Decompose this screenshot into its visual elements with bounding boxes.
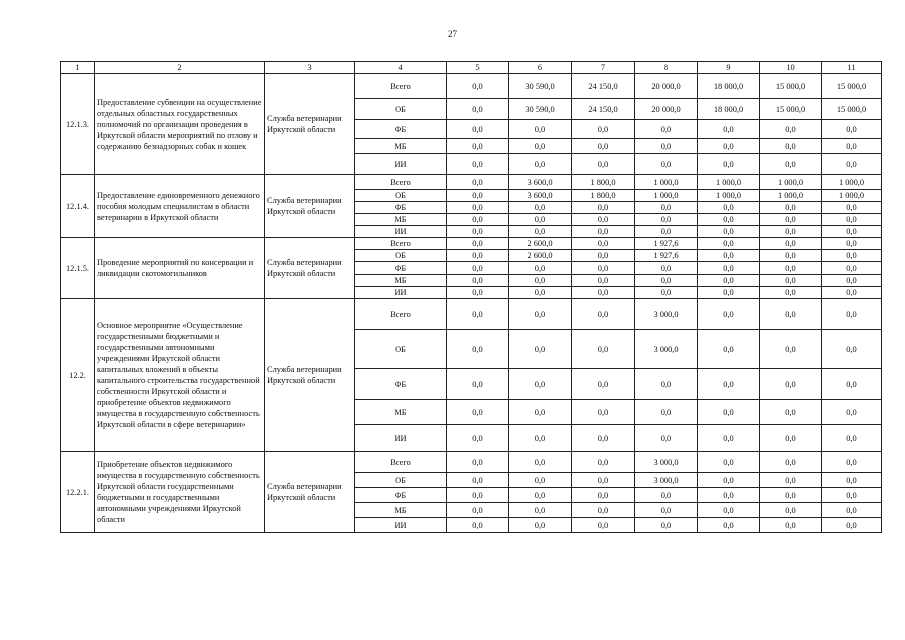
column-header: 8 (635, 62, 698, 74)
amount-cell: 0,0 (698, 250, 760, 262)
funding-source: Всего (355, 452, 447, 473)
amount-cell: 0,0 (698, 226, 760, 238)
amount-cell: 0,0 (635, 369, 698, 400)
amount-cell: 0,0 (447, 488, 509, 503)
amount-cell: 0,0 (447, 99, 509, 120)
amount-cell: 0,0 (509, 503, 572, 518)
amount-cell: 30 590,0 (509, 99, 572, 120)
table-row (61, 175, 882, 190)
amount-cell: 0,0 (822, 287, 882, 299)
amount-cell: 0,0 (447, 275, 509, 287)
amount-cell: 0,0 (572, 287, 635, 299)
amount-cell: 0,0 (635, 275, 698, 287)
amount-cell: 1 000,0 (635, 175, 698, 190)
amount-cell: 1 800,0 (572, 190, 635, 202)
column-header: 4 (355, 62, 447, 74)
item-name: Приобретение объектов недвижимого имущества в государственную собственность Иркутской области государственными бюджетными и государственными автономными учреждениями Иркутской области (95, 452, 265, 533)
amount-cell: 0,0 (572, 139, 635, 154)
amount-cell: 15 000,0 (822, 74, 882, 99)
amount-cell: 0,0 (447, 400, 509, 425)
amount-cell: 0,0 (698, 202, 760, 214)
amount-cell: 1 927,6 (635, 250, 698, 262)
column-header: 2 (95, 62, 265, 74)
funding-source: ОБ (355, 330, 447, 369)
amount-cell: 0,0 (822, 202, 882, 214)
amount-cell: 0,0 (509, 287, 572, 299)
funding-source: ФБ (355, 202, 447, 214)
column-header: 3 (265, 62, 355, 74)
table-row (61, 238, 882, 250)
amount-cell: 3 600,0 (509, 190, 572, 202)
column-header: 10 (760, 62, 822, 74)
amount-cell: 0,0 (760, 473, 822, 488)
amount-cell: 0,0 (572, 238, 635, 250)
amount-cell: 0,0 (509, 452, 572, 473)
funding-source: МБ (355, 214, 447, 226)
amount-cell: 0,0 (572, 518, 635, 533)
amount-cell: 0,0 (822, 473, 882, 488)
amount-cell: 1 000,0 (698, 175, 760, 190)
item-executor: Служба ветеринарии Иркутской области (265, 175, 355, 238)
amount-cell: 0,0 (698, 275, 760, 287)
amount-cell: 0,0 (760, 425, 822, 452)
amount-cell: 0,0 (572, 473, 635, 488)
amount-cell: 0,0 (822, 518, 882, 533)
amount-cell: 24 150,0 (572, 99, 635, 120)
amount-cell: 0,0 (760, 262, 822, 275)
funding-source: ФБ (355, 262, 447, 275)
amount-cell: 0,0 (572, 425, 635, 452)
amount-cell: 1 000,0 (822, 190, 882, 202)
amount-cell: 0,0 (447, 299, 509, 330)
amount-cell: 0,0 (509, 518, 572, 533)
amount-cell: 2 600,0 (509, 238, 572, 250)
amount-cell: 0,0 (447, 503, 509, 518)
amount-cell: 0,0 (635, 400, 698, 425)
item-code: 12.2.1. (61, 452, 95, 533)
amount-cell: 0,0 (698, 473, 760, 488)
funding-source: Всего (355, 74, 447, 99)
amount-cell: 0,0 (509, 488, 572, 503)
funding-source: Всего (355, 175, 447, 190)
amount-cell: 0,0 (760, 154, 822, 175)
funding-source: ФБ (355, 120, 447, 139)
funding-source: ОБ (355, 190, 447, 202)
amount-cell: 0,0 (572, 503, 635, 518)
amount-cell: 0,0 (698, 425, 760, 452)
amount-cell: 0,0 (698, 518, 760, 533)
amount-cell: 0,0 (698, 503, 760, 518)
amount-cell: 0,0 (447, 330, 509, 369)
amount-cell: 0,0 (572, 262, 635, 275)
amount-cell: 0,0 (760, 275, 822, 287)
amount-cell: 0,0 (822, 262, 882, 275)
amount-cell: 3 000,0 (635, 452, 698, 473)
amount-cell: 0,0 (447, 250, 509, 262)
funding-source: ФБ (355, 369, 447, 400)
page-number: 27 (448, 29, 457, 39)
amount-cell: 0,0 (822, 369, 882, 400)
amount-cell: 0,0 (447, 202, 509, 214)
item-name: Предоставление субвенции на осуществление отдельных областных государственных полномочий по организации проведения в Иркутской области мероприятий по отлову и содержанию безнадзорных собак и кошек (95, 74, 265, 175)
funding-source: Всего (355, 299, 447, 330)
item-name: Предоставление единовременного денежного пособия молодым специалистам в области ветеринарии в Иркутской области (95, 175, 265, 238)
amount-cell: 0,0 (698, 154, 760, 175)
amount-cell: 0,0 (509, 262, 572, 275)
amount-cell: 0,0 (760, 518, 822, 533)
amount-cell: 3 000,0 (635, 330, 698, 369)
amount-cell: 15 000,0 (760, 99, 822, 120)
amount-cell: 0,0 (447, 518, 509, 533)
amount-cell: 0,0 (698, 287, 760, 299)
amount-cell: 0,0 (635, 214, 698, 226)
amount-cell: 0,0 (447, 287, 509, 299)
funding-source: ИИ (355, 226, 447, 238)
amount-cell: 0,0 (447, 120, 509, 139)
amount-cell: 0,0 (635, 503, 698, 518)
amount-cell: 0,0 (572, 250, 635, 262)
amount-cell: 0,0 (509, 330, 572, 369)
header-row (61, 62, 882, 74)
amount-cell: 0,0 (760, 287, 822, 299)
amount-cell: 0,0 (822, 120, 882, 139)
amount-cell: 0,0 (698, 452, 760, 473)
item-executor: Служба ветеринарии Иркутской области (265, 299, 355, 452)
amount-cell: 0,0 (635, 287, 698, 299)
amount-cell: 0,0 (572, 452, 635, 473)
amount-cell: 0,0 (447, 139, 509, 154)
funding-source: ОБ (355, 250, 447, 262)
item-code: 12.1.5. (61, 238, 95, 299)
amount-cell: 0,0 (760, 120, 822, 139)
amount-cell: 0,0 (447, 369, 509, 400)
amount-cell: 0,0 (822, 488, 882, 503)
amount-cell: 0,0 (509, 139, 572, 154)
column-header: 6 (509, 62, 572, 74)
funding-source: ФБ (355, 488, 447, 503)
amount-cell: 0,0 (447, 452, 509, 473)
amount-cell: 0,0 (760, 503, 822, 518)
amount-cell: 2 600,0 (509, 250, 572, 262)
amount-cell: 0,0 (572, 299, 635, 330)
amount-cell: 0,0 (698, 369, 760, 400)
item-code: 12.2. (61, 299, 95, 452)
amount-cell: 0,0 (822, 238, 882, 250)
funding-source: МБ (355, 275, 447, 287)
funding-source: Всего (355, 238, 447, 250)
amount-cell: 0,0 (822, 139, 882, 154)
amount-cell: 0,0 (447, 154, 509, 175)
amount-cell: 1 000,0 (760, 190, 822, 202)
amount-cell: 0,0 (447, 190, 509, 202)
amount-cell: 0,0 (635, 262, 698, 275)
amount-cell: 1 000,0 (822, 175, 882, 190)
amount-cell: 0,0 (698, 238, 760, 250)
amount-cell: 0,0 (822, 275, 882, 287)
amount-cell: 0,0 (509, 226, 572, 238)
amount-cell: 0,0 (822, 299, 882, 330)
amount-cell: 0,0 (698, 400, 760, 425)
amount-cell: 0,0 (635, 226, 698, 238)
funding-source: МБ (355, 139, 447, 154)
funding-source: ИИ (355, 287, 447, 299)
amount-cell: 0,0 (760, 214, 822, 226)
column-header: 5 (447, 62, 509, 74)
budget-table (60, 61, 882, 533)
amount-cell: 18 000,0 (698, 74, 760, 99)
amount-cell: 1 927,6 (635, 238, 698, 250)
amount-cell: 1 800,0 (572, 175, 635, 190)
funding-source: МБ (355, 400, 447, 425)
amount-cell: 0,0 (509, 299, 572, 330)
amount-cell: 0,0 (447, 473, 509, 488)
amount-cell: 20 000,0 (635, 99, 698, 120)
amount-cell: 0,0 (447, 238, 509, 250)
amount-cell: 15 000,0 (822, 99, 882, 120)
amount-cell: 0,0 (635, 154, 698, 175)
amount-cell: 1 000,0 (635, 190, 698, 202)
amount-cell: 0,0 (698, 139, 760, 154)
amount-cell: 0,0 (760, 400, 822, 425)
item-name: Проведение мероприятий по консервации и ликвидации скотомогильников (95, 238, 265, 299)
amount-cell: 0,0 (760, 299, 822, 330)
amount-cell: 1 000,0 (760, 175, 822, 190)
amount-cell: 24 150,0 (572, 74, 635, 99)
amount-cell: 0,0 (760, 139, 822, 154)
amount-cell: 0,0 (447, 175, 509, 190)
amount-cell: 18 000,0 (698, 99, 760, 120)
amount-cell: 3 000,0 (635, 473, 698, 488)
amount-cell: 0,0 (572, 330, 635, 369)
funding-source: ОБ (355, 473, 447, 488)
amount-cell: 3 000,0 (635, 299, 698, 330)
item-code: 12.1.4. (61, 175, 95, 238)
amount-cell: 3 600,0 (509, 175, 572, 190)
table-row (61, 74, 882, 99)
amount-cell: 0,0 (572, 275, 635, 287)
funding-source: МБ (355, 503, 447, 518)
amount-cell: 0,0 (447, 214, 509, 226)
funding-source: ИИ (355, 425, 447, 452)
amount-cell: 0,0 (760, 488, 822, 503)
amount-cell: 0,0 (509, 214, 572, 226)
amount-cell: 0,0 (572, 202, 635, 214)
table-body (61, 62, 882, 533)
amount-cell: 0,0 (572, 226, 635, 238)
amount-cell: 30 590,0 (509, 74, 572, 99)
amount-cell: 0,0 (822, 400, 882, 425)
item-executor: Служба ветеринарии Иркутской области (265, 238, 355, 299)
amount-cell: 0,0 (572, 214, 635, 226)
funding-source: ИИ (355, 518, 447, 533)
amount-cell: 0,0 (822, 250, 882, 262)
item-executor: Служба ветеринарии Иркутской области (265, 452, 355, 533)
column-header: 7 (572, 62, 635, 74)
amount-cell: 0,0 (760, 226, 822, 238)
amount-cell: 0,0 (635, 518, 698, 533)
funding-source: ИИ (355, 154, 447, 175)
amount-cell: 1 000,0 (698, 190, 760, 202)
amount-cell: 0,0 (698, 214, 760, 226)
amount-cell: 0,0 (572, 488, 635, 503)
amount-cell: 0,0 (760, 238, 822, 250)
amount-cell: 0,0 (698, 330, 760, 369)
amount-cell: 0,0 (698, 299, 760, 330)
amount-cell: 0,0 (447, 226, 509, 238)
item-executor: Служба ветеринарии Иркутской области (265, 74, 355, 175)
amount-cell: 0,0 (822, 226, 882, 238)
amount-cell: 0,0 (760, 452, 822, 473)
amount-cell: 0,0 (635, 202, 698, 214)
amount-cell: 20 000,0 (635, 74, 698, 99)
amount-cell: 0,0 (760, 330, 822, 369)
amount-cell: 0,0 (509, 400, 572, 425)
amount-cell: 0,0 (572, 369, 635, 400)
amount-cell: 0,0 (760, 202, 822, 214)
amount-cell: 0,0 (572, 154, 635, 175)
amount-cell: 0,0 (822, 330, 882, 369)
amount-cell: 0,0 (509, 120, 572, 139)
amount-cell: 0,0 (698, 488, 760, 503)
amount-cell: 0,0 (635, 120, 698, 139)
amount-cell: 0,0 (822, 452, 882, 473)
amount-cell: 0,0 (447, 74, 509, 99)
amount-cell: 0,0 (698, 120, 760, 139)
amount-cell: 0,0 (822, 154, 882, 175)
amount-cell: 0,0 (509, 154, 572, 175)
amount-cell: 0,0 (572, 120, 635, 139)
amount-cell: 15 000,0 (760, 74, 822, 99)
amount-cell: 0,0 (822, 214, 882, 226)
amount-cell: 0,0 (760, 250, 822, 262)
table-row (61, 452, 882, 473)
amount-cell: 0,0 (447, 425, 509, 452)
column-header: 9 (698, 62, 760, 74)
amount-cell: 0,0 (635, 139, 698, 154)
item-name: Основное мероприятие «Осуществление государственными бюджетными и государственными автономными учреждениями Иркутской области капитальных вложений в объекты капитального строительства государственной собственности Иркутской области и приобретение объектов недвижимого имущества в государственную собственность Иркутской области в сфере ветеринарии» (95, 299, 265, 452)
amount-cell: 0,0 (698, 262, 760, 275)
amount-cell: 0,0 (635, 425, 698, 452)
amount-cell: 0,0 (572, 400, 635, 425)
amount-cell: 0,0 (447, 262, 509, 275)
amount-cell: 0,0 (509, 275, 572, 287)
amount-cell: 0,0 (509, 425, 572, 452)
table-row (61, 299, 882, 330)
amount-cell: 0,0 (760, 369, 822, 400)
amount-cell: 0,0 (509, 369, 572, 400)
funding-source: ОБ (355, 99, 447, 120)
amount-cell: 0,0 (822, 425, 882, 452)
amount-cell: 0,0 (822, 503, 882, 518)
amount-cell: 0,0 (635, 488, 698, 503)
amount-cell: 0,0 (509, 202, 572, 214)
column-header: 11 (822, 62, 882, 74)
column-header: 1 (61, 62, 95, 74)
amount-cell: 0,0 (509, 473, 572, 488)
item-code: 12.1.3. (61, 74, 95, 175)
